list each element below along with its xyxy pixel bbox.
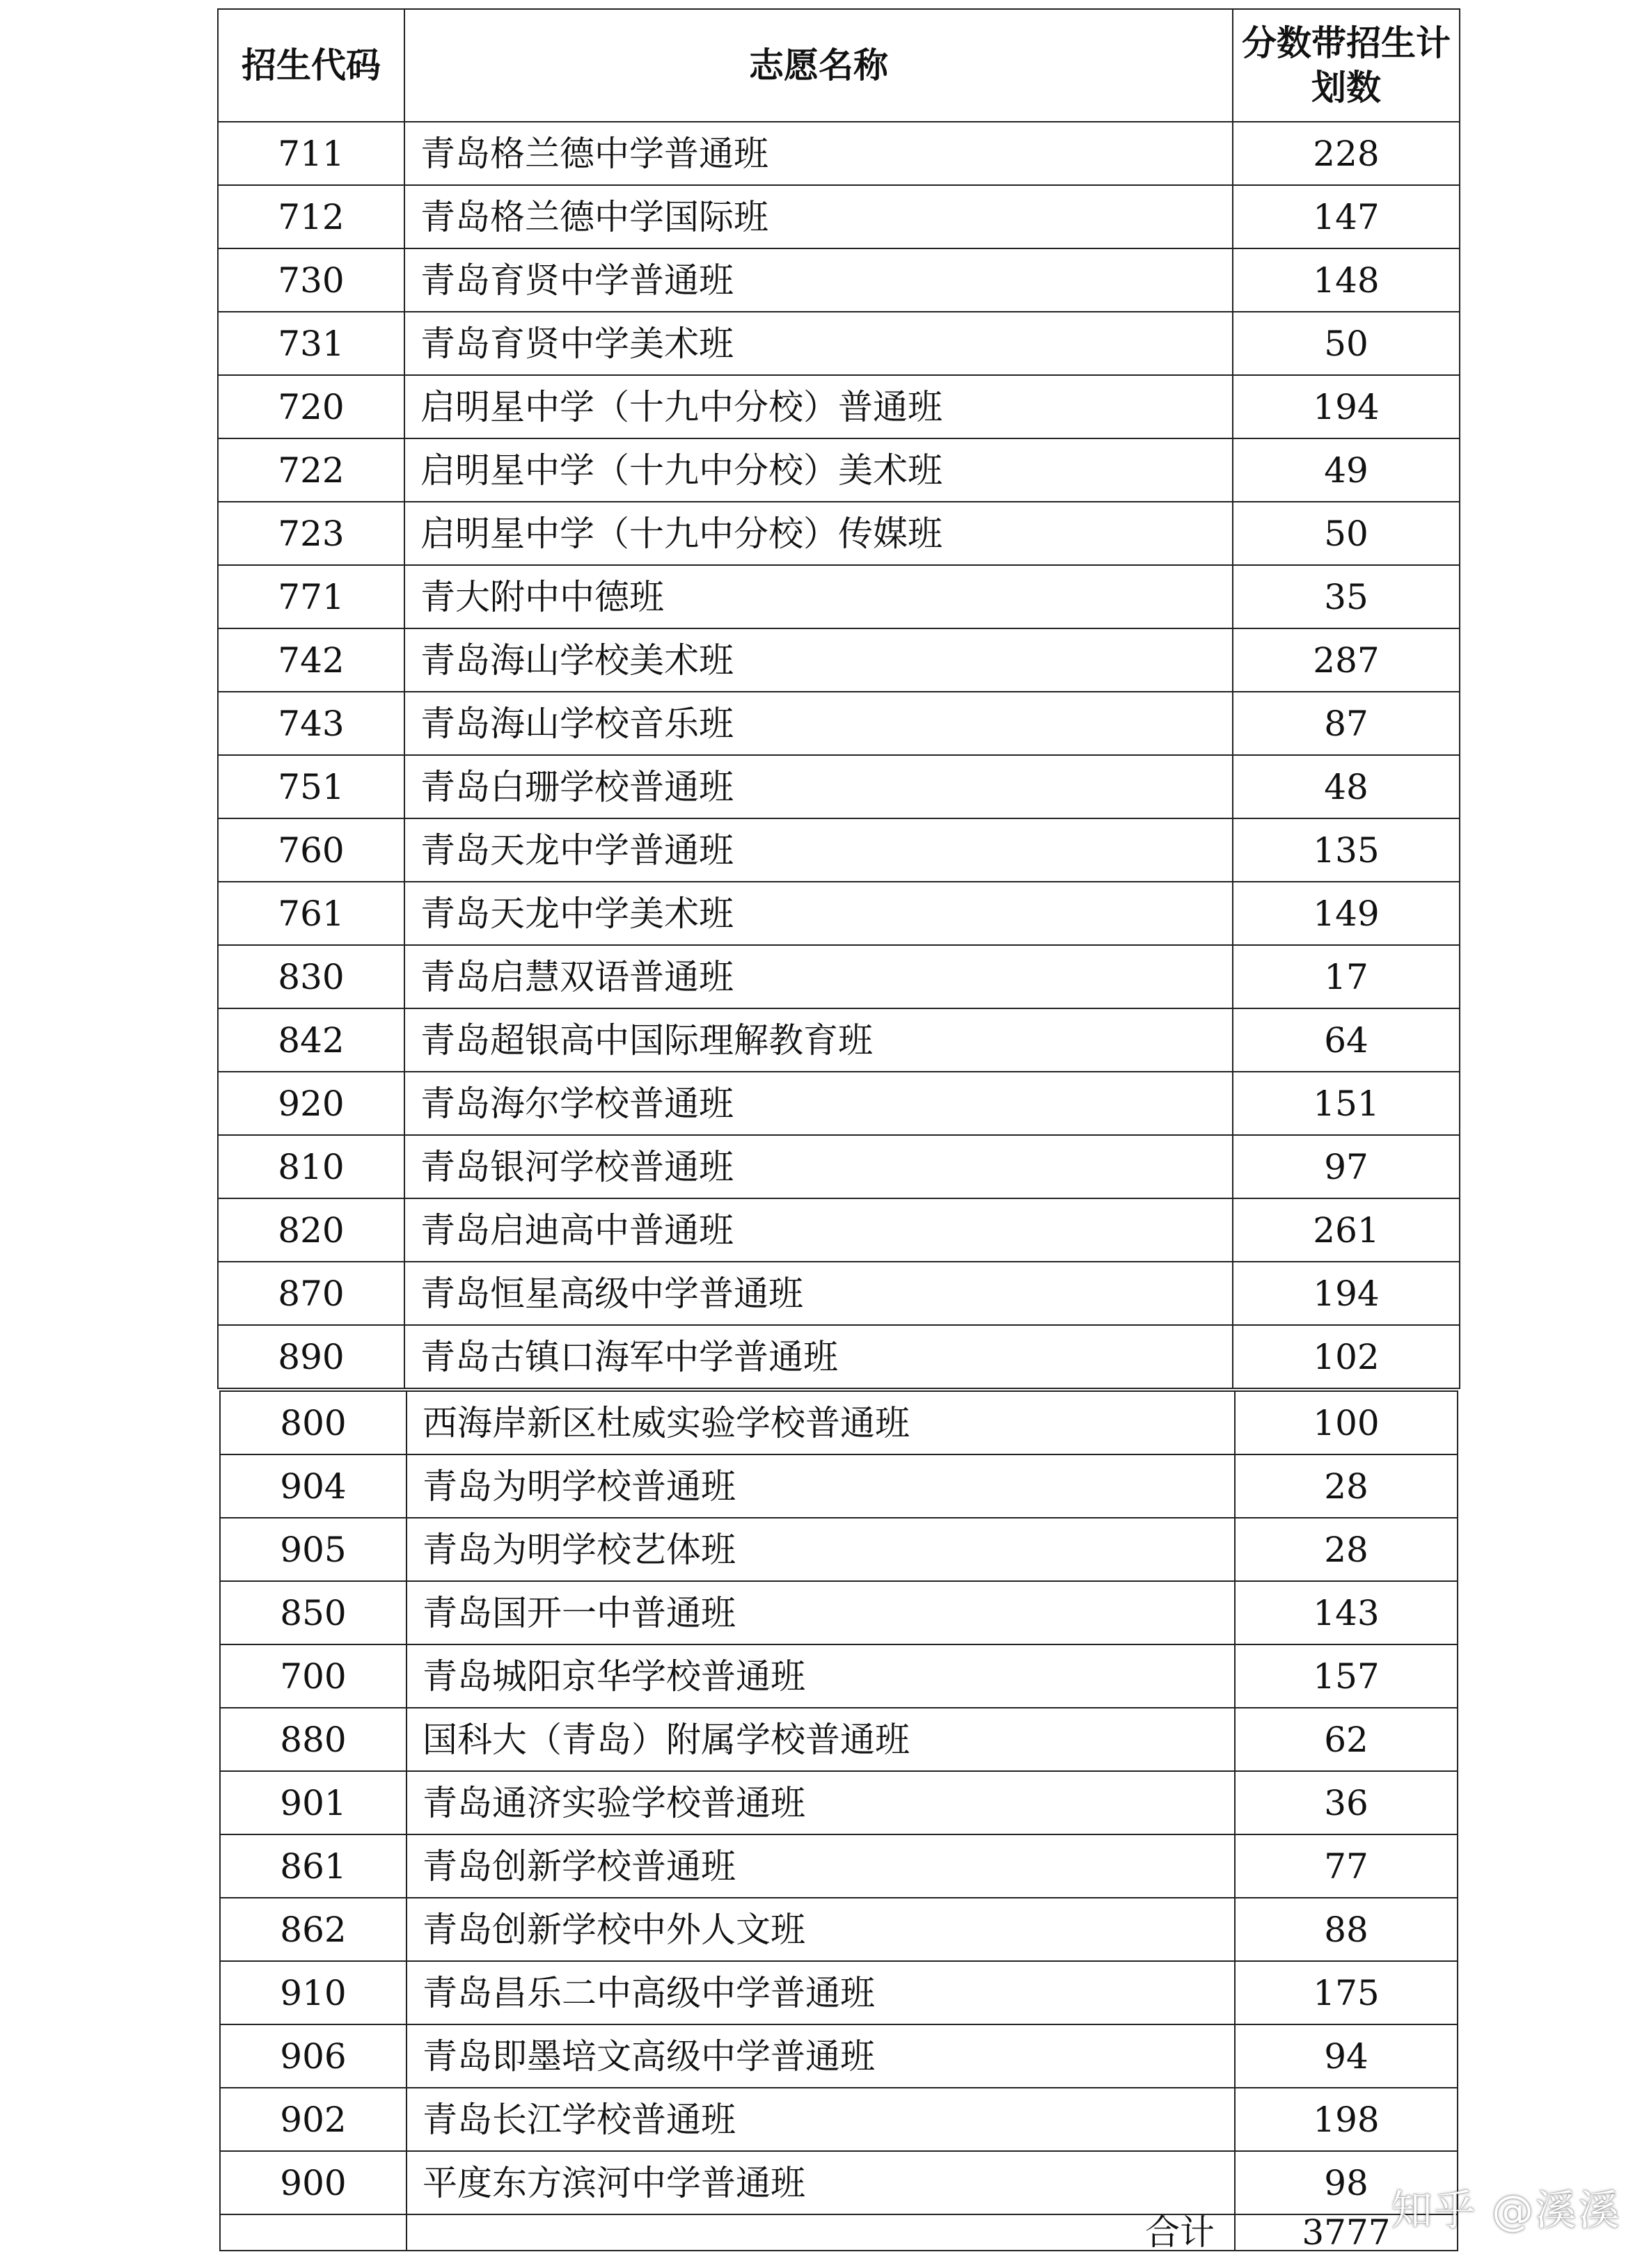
plan-cell: 50 [1233, 312, 1460, 375]
plan-cell: 50 [1233, 502, 1460, 565]
plan-cell: 64 [1233, 1008, 1460, 1072]
code-cell: 730 [218, 248, 404, 312]
code-cell: 906 [220, 2024, 407, 2088]
name-cell: 青岛银河学校普通班 [404, 1135, 1233, 1198]
code-cell: 731 [218, 312, 404, 375]
table-row [220, 1898, 1458, 1961]
name-cell: 青岛育贤中学普通班 [404, 248, 1233, 312]
plan-cell: 35 [1233, 565, 1460, 628]
plan-cell: 87 [1233, 692, 1460, 755]
table-row [218, 945, 1460, 1008]
plan-cell: 88 [1235, 1898, 1458, 1961]
header-name: 志愿名称 [404, 9, 1233, 122]
name-cell: 青岛长江学校普通班 [407, 2088, 1235, 2151]
name-cell: 青岛格兰德中学国际班 [404, 185, 1233, 248]
table-row [218, 882, 1460, 945]
name-cell: 青岛格兰德中学普通班 [404, 122, 1233, 185]
name-cell: 青岛为明学校艺体班 [407, 1518, 1235, 1581]
table-row [218, 1008, 1460, 1072]
table-row [218, 1325, 1460, 1388]
code-cell: 800 [220, 1391, 407, 1454]
code-cell: 761 [218, 882, 404, 945]
table-row [218, 1072, 1460, 1135]
table-row [220, 1834, 1458, 1898]
table-row [220, 1391, 1458, 1454]
plan-cell: 287 [1233, 628, 1460, 692]
code-cell: 711 [218, 122, 404, 185]
plan-cell: 261 [1233, 1198, 1460, 1262]
name-cell: 青岛创新学校普通班 [407, 1834, 1235, 1898]
plan-cell: 77 [1235, 1834, 1458, 1898]
name-cell: 青岛为明学校普通班 [407, 1454, 1235, 1518]
table-row [218, 818, 1460, 882]
table-row [220, 1771, 1458, 1834]
table-row [218, 248, 1460, 312]
name-cell: 启明星中学（十九中分校）美术班 [404, 438, 1233, 502]
table-row [218, 628, 1460, 692]
name-cell: 青岛海山学校美术班 [404, 628, 1233, 692]
total-row [220, 2214, 1458, 2251]
plan-cell: 175 [1235, 1961, 1458, 2024]
table-row [220, 1961, 1458, 2024]
plan-cell: 98 [1235, 2151, 1458, 2214]
code-cell: 862 [220, 1898, 407, 1961]
name-cell: 青岛天龙中学普通班 [404, 818, 1233, 882]
plan-cell: 48 [1233, 755, 1460, 818]
table-row [218, 1198, 1460, 1262]
table-row [220, 1454, 1458, 1518]
code-cell: 810 [218, 1135, 404, 1198]
code-cell: 861 [220, 1834, 407, 1898]
total-label: 合计 [407, 2214, 1235, 2251]
code-cell: 820 [218, 1198, 404, 1262]
table-row [218, 438, 1460, 502]
plan-cell: 148 [1233, 248, 1460, 312]
table-row [218, 1262, 1460, 1325]
plan-cell: 49 [1233, 438, 1460, 502]
plan-cell: 198 [1235, 2088, 1458, 2151]
name-cell: 启明星中学（十九中分校）传媒班 [404, 502, 1233, 565]
table-row [218, 1135, 1460, 1198]
plan-cell: 17 [1233, 945, 1460, 1008]
plan-cell: 149 [1233, 882, 1460, 945]
code-cell: 743 [218, 692, 404, 755]
code-cell: 870 [218, 1262, 404, 1325]
name-cell: 青岛恒星高级中学普通班 [404, 1262, 1233, 1325]
name-cell: 启明星中学（十九中分校）普通班 [404, 375, 1233, 438]
name-cell: 国科大（青岛）附属学校普通班 [407, 1708, 1235, 1771]
code-cell: 700 [220, 1644, 407, 1708]
code-cell: 771 [218, 565, 404, 628]
enrollment-table-part-1 [217, 8, 1460, 1389]
table-body-part-2 [220, 1391, 1458, 2214]
code-cell: 880 [220, 1708, 407, 1771]
plan-cell: 94 [1235, 2024, 1458, 2088]
table-row [218, 502, 1460, 565]
name-cell: 青岛启迪高中普通班 [404, 1198, 1233, 1262]
code-cell: 830 [218, 945, 404, 1008]
table-row [218, 755, 1460, 818]
name-cell: 青大附中中德班 [404, 565, 1233, 628]
code-cell: 920 [218, 1072, 404, 1135]
name-cell: 青岛昌乐二中高级中学普通班 [407, 1961, 1235, 2024]
table-row [220, 2024, 1458, 2088]
name-cell: 青岛启慧双语普通班 [404, 945, 1233, 1008]
table-body-part-1 [218, 122, 1460, 1388]
table-row [218, 692, 1460, 755]
plan-cell: 228 [1233, 122, 1460, 185]
name-cell: 青岛白珊学校普通班 [404, 755, 1233, 818]
table-row [220, 2088, 1458, 2151]
plan-cell: 194 [1233, 1262, 1460, 1325]
code-cell: 712 [218, 185, 404, 248]
table-row [218, 375, 1460, 438]
plan-cell: 36 [1235, 1771, 1458, 1834]
plan-cell: 194 [1233, 375, 1460, 438]
name-cell: 青岛海山学校音乐班 [404, 692, 1233, 755]
name-cell: 青岛海尔学校普通班 [404, 1072, 1233, 1135]
code-cell: 850 [220, 1581, 407, 1644]
code-cell: 723 [218, 502, 404, 565]
table-row [220, 2151, 1458, 2214]
name-cell: 青岛城阳京华学校普通班 [407, 1644, 1235, 1708]
total-empty-cell [220, 2214, 407, 2251]
table-row [220, 1518, 1458, 1581]
name-cell: 西海岸新区杜威实验学校普通班 [407, 1391, 1235, 1454]
watermark: 知乎 @溪溪 [1390, 2187, 1621, 2235]
table-row [218, 565, 1460, 628]
code-cell: 742 [218, 628, 404, 692]
code-cell: 900 [220, 2151, 407, 2214]
header-plan [1233, 9, 1460, 122]
name-cell: 平度东方滨河中学普通班 [407, 2151, 1235, 2214]
plan-cell: 28 [1235, 1518, 1458, 1581]
table-row [218, 122, 1460, 185]
name-cell: 青岛即墨培文高级中学普通班 [407, 2024, 1235, 2088]
code-cell: 902 [220, 2088, 407, 2151]
plan-cell: 135 [1233, 818, 1460, 882]
enrollment-table-part-2 [219, 1390, 1458, 2251]
table-row [220, 1708, 1458, 1771]
name-cell: 青岛古镇口海军中学普通班 [404, 1325, 1233, 1388]
plan-cell: 97 [1233, 1135, 1460, 1198]
plan-cell: 157 [1235, 1644, 1458, 1708]
code-cell: 760 [218, 818, 404, 882]
name-cell: 青岛育贤中学美术班 [404, 312, 1233, 375]
code-cell: 910 [220, 1961, 407, 2024]
name-cell: 青岛天龙中学美术班 [404, 882, 1233, 945]
table-row [220, 1581, 1458, 1644]
code-cell: 751 [218, 755, 404, 818]
header-plan-text: 分数带招生计划数 [1242, 22, 1451, 108]
header-code: 招生代码 [218, 9, 404, 122]
plan-cell: 143 [1235, 1581, 1458, 1644]
code-cell: 890 [218, 1325, 404, 1388]
name-cell: 青岛通济实验学校普通班 [407, 1771, 1235, 1834]
plan-cell: 151 [1233, 1072, 1460, 1135]
code-cell: 905 [220, 1518, 407, 1581]
plan-cell: 28 [1235, 1454, 1458, 1518]
plan-cell: 147 [1233, 185, 1460, 248]
code-cell: 904 [220, 1454, 407, 1518]
plan-cell: 102 [1233, 1325, 1460, 1388]
name-cell: 青岛国开一中普通班 [407, 1581, 1235, 1644]
table-row [218, 185, 1460, 248]
plan-cell: 62 [1235, 1708, 1458, 1771]
name-cell: 青岛超银高中国际理解教育班 [404, 1008, 1233, 1072]
plan-cell: 100 [1235, 1391, 1458, 1454]
code-cell: 901 [220, 1771, 407, 1834]
total-value: 3777 [1235, 2214, 1458, 2251]
table-header-row [218, 9, 1460, 122]
table-row [218, 312, 1460, 375]
table-row [220, 1644, 1458, 1708]
code-cell: 842 [218, 1008, 404, 1072]
code-cell: 722 [218, 438, 404, 502]
code-cell: 720 [218, 375, 404, 438]
name-cell: 青岛创新学校中外人文班 [407, 1898, 1235, 1961]
